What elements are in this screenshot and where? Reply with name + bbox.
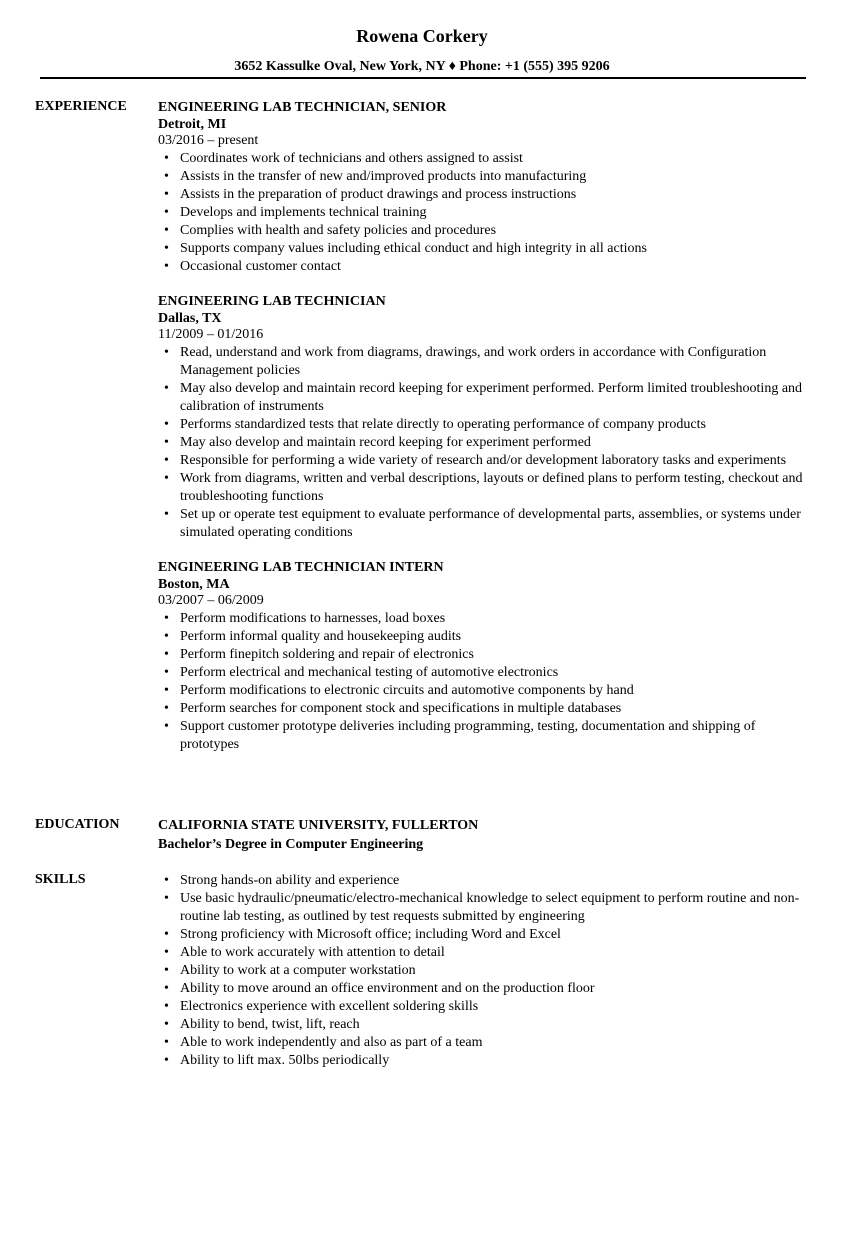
skills-list: [158, 872, 810, 1070]
skill-item: • Able to work independently and also as part of a team: [158, 1034, 810, 1052]
job-location: Dallas, TX: [158, 311, 222, 326]
skills-body: [158, 872, 810, 1070]
job-bullet: • Supports company values including ethical conduct and high integrity in all actions: [158, 240, 810, 258]
education-heading: EDUCATION: [35, 817, 120, 832]
skill-item: • Strong hands-on ability and experience: [158, 872, 810, 890]
job-bullet: • Perform modifications to electronic circuits and automotive components by hand: [158, 682, 810, 700]
job-bullet: • Performs standardized tests that relate directly to operating performance of company products: [158, 416, 810, 434]
skills-heading: SKILLS: [35, 872, 86, 887]
job-bullet: • May also develop and maintain record keeping for experiment performed. Perform limited troubleshooting and calibration of instruments: [158, 380, 810, 416]
candidate-name: Rowena Corkery: [356, 26, 488, 46]
job-bullet: • Complies with health and safety policies and procedures: [158, 222, 810, 240]
job-bullet: • Set up or operate test equipment to evaluate performance of developmental parts, assemblies, or systems under simulated operating conditions: [158, 506, 810, 542]
job-bullet: • Perform searches for component stock and specifications in multiple databases: [158, 700, 810, 718]
education-school: CALIFORNIA STATE UNIVERSITY, FULLERTON: [158, 818, 479, 833]
skill-item: • Use basic hydraulic/pneumatic/electro-mechanical knowledge to select equipment to perform routine and non-routine lab testing, as outlined by test requests submitted by engineering: [158, 890, 810, 926]
job-bullet: • Coordinates work of technicians and others assigned to assist: [158, 150, 810, 168]
job-title: ENGINEERING LAB TECHNICIAN: [158, 294, 386, 309]
job-bullet: • Perform electrical and mechanical testing of automotive electronics: [158, 664, 810, 682]
header-divider: [40, 77, 806, 79]
skill-item: • Able to work accurately with attention to detail: [158, 944, 810, 962]
education-body: [158, 817, 810, 855]
job-title: ENGINEERING LAB TECHNICIAN, SENIOR: [158, 100, 447, 115]
job-location: Detroit, MI: [158, 117, 227, 132]
job-dates: 03/2007 – 06/2009: [158, 593, 264, 608]
job-title: ENGINEERING LAB TECHNICIAN INTERN: [158, 560, 444, 575]
job-bullet: • Perform finepitch soldering and repair of electronics: [158, 646, 810, 664]
job-dates: 03/2016 – present: [158, 133, 259, 148]
skill-item: • Ability to work at a computer workstation: [158, 962, 810, 980]
job-bullet: • Occasional customer contact: [158, 258, 810, 276]
job-bullets: [158, 610, 810, 754]
job-entry: [158, 293, 810, 542]
job-bullets: [158, 150, 810, 276]
job-bullet: • Assists in the transfer of new and/improved products into manufacturing: [158, 168, 810, 186]
contact-line: 3652 Kassulke Oval, New York, NY ♦ Phone: +1 (555) 395 9206: [234, 59, 610, 74]
job-bullet: • Support customer prototype deliveries including programming, testing, documentation and shipping of prototypes: [158, 718, 810, 754]
skill-item: • Ability to move around an office environment and on the production floor: [158, 980, 810, 998]
job-entry: [158, 99, 810, 276]
job-bullet: • Develops and implements technical training: [158, 204, 810, 222]
job-entry: [158, 559, 810, 754]
job-bullet: • May also develop and maintain record keeping for experiment performed: [158, 434, 810, 452]
experience-list: [158, 99, 810, 754]
job-bullet: • Perform informal quality and housekeeping audits: [158, 628, 810, 646]
skill-item: • Ability to bend, twist, lift, reach: [158, 1016, 810, 1034]
job-bullet: • Responsible for performing a wide variety of research and/or development laboratory tasks and experiments: [158, 452, 810, 470]
job-location: Boston, MA: [158, 577, 230, 592]
experience-heading: EXPERIENCE: [35, 99, 127, 114]
education-degree: Bachelor’s Degree in Computer Engineering: [158, 837, 424, 852]
job-bullet: • Perform modifications to harnesses, load boxes: [158, 610, 810, 628]
job-bullets: [158, 344, 810, 542]
skill-item: • Electronics experience with excellent soldering skills: [158, 998, 810, 1016]
job-bullet: • Read, understand and work from diagrams, drawings, and work orders in accordance with Configuration Management policies: [158, 344, 810, 380]
job-bullet: • Assists in the preparation of product drawings and process instructions: [158, 186, 810, 204]
skill-item: • Ability to lift max. 50lbs periodically: [158, 1052, 810, 1070]
job-dates: 11/2009 – 01/2016: [158, 327, 264, 342]
skill-item: • Strong proficiency with Microsoft office; including Word and Excel: [158, 926, 810, 944]
job-bullet: • Work from diagrams, written and verbal descriptions, layouts or defined plans to perform testing, checkout and troubleshooting functions: [158, 470, 810, 506]
